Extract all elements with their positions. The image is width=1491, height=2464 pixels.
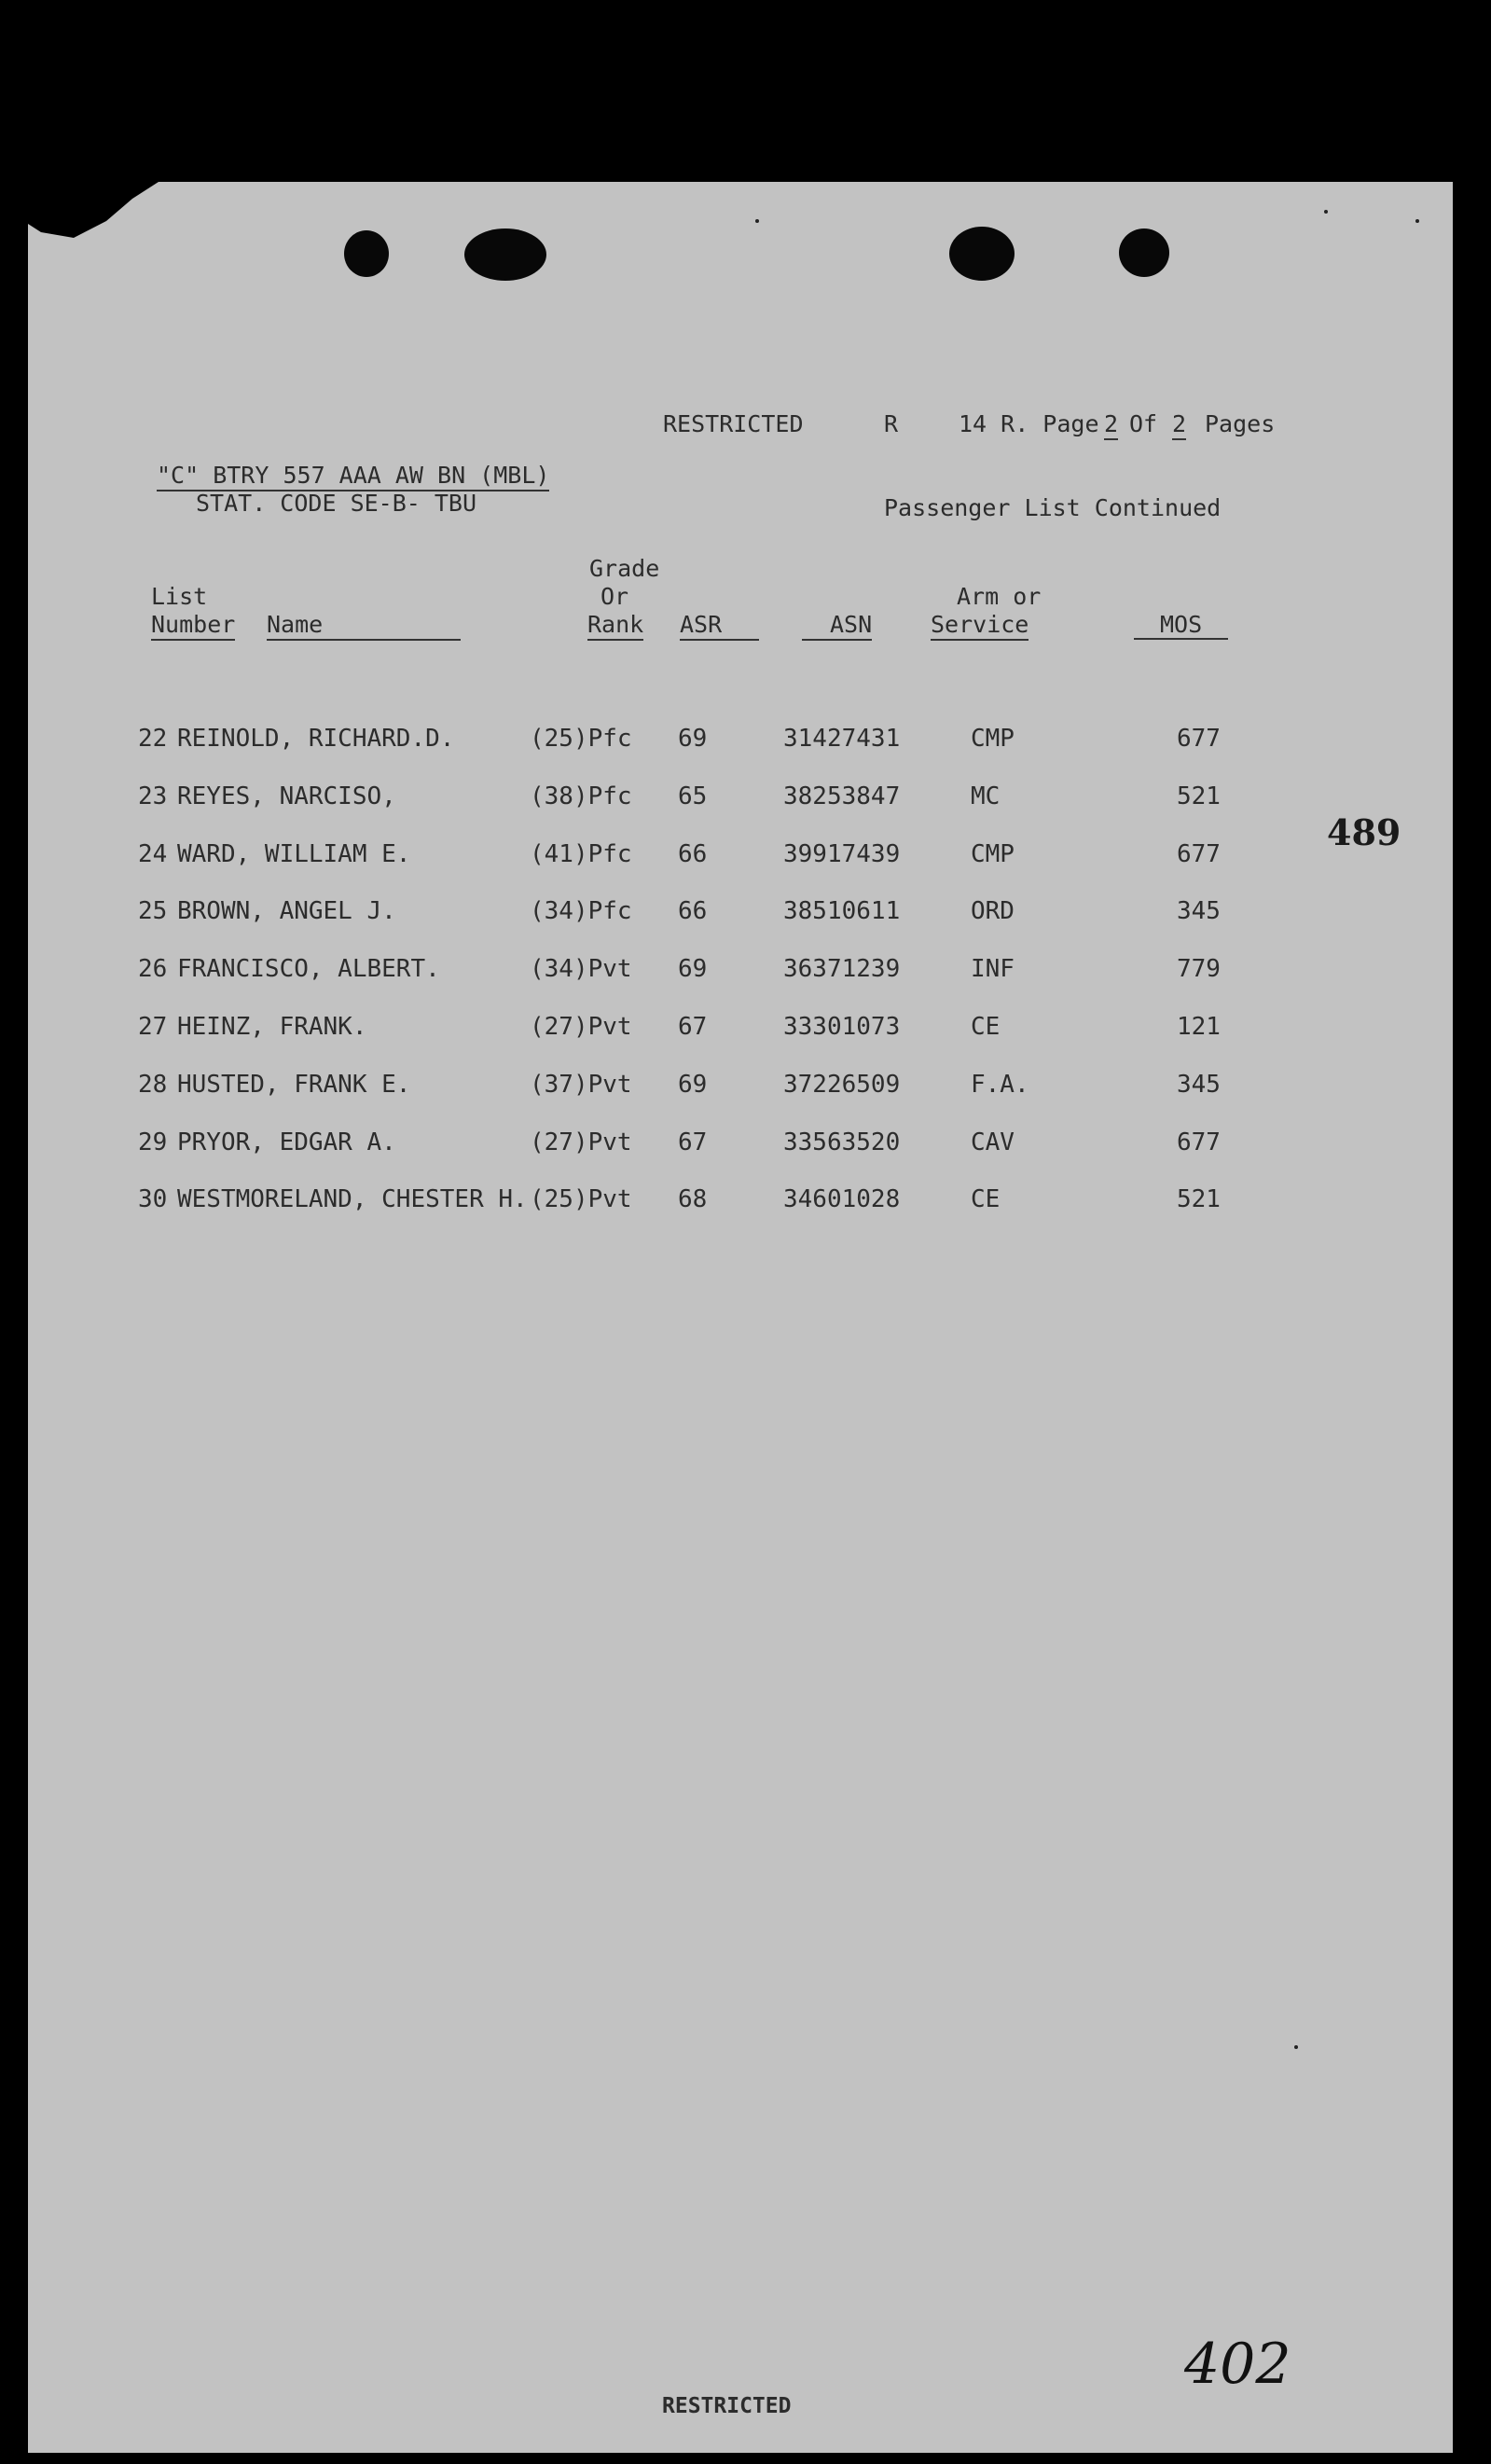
row-name: HEINZ, FRANK. bbox=[177, 1013, 367, 1041]
row-mos: 677 bbox=[1177, 840, 1221, 868]
table-row bbox=[28, 1128, 1453, 1166]
row-asr: 69 bbox=[678, 1071, 708, 1099]
header-page-total: 2 bbox=[1172, 410, 1186, 440]
row-grade: (34)Pvt bbox=[530, 955, 632, 983]
col-header-asn: ASN bbox=[802, 611, 872, 641]
punch-hole bbox=[949, 227, 1015, 281]
col-header-list: List bbox=[151, 583, 208, 610]
row-arm-service: MC bbox=[971, 782, 1001, 810]
row-list-number: 30 bbox=[138, 1185, 168, 1213]
row-mos: 521 bbox=[1177, 1185, 1221, 1213]
row-grade: (34)Pfc bbox=[530, 897, 632, 925]
list-subtitle: Passenger List Continued bbox=[884, 494, 1222, 521]
punch-hole bbox=[464, 228, 546, 281]
row-name: HUSTED, FRANK E. bbox=[177, 1071, 411, 1099]
torn-corner bbox=[28, 182, 159, 238]
col-header-number: Number bbox=[151, 611, 235, 641]
row-asr: 66 bbox=[678, 840, 708, 868]
row-arm-service: CE bbox=[971, 1185, 1001, 1213]
row-arm-service: CE bbox=[971, 1013, 1001, 1041]
row-name: PRYOR, EDGAR A. bbox=[177, 1128, 396, 1156]
row-name: WARD, WILLIAM E. bbox=[177, 840, 411, 868]
row-arm-service: ORD bbox=[971, 897, 1015, 925]
table-row bbox=[28, 955, 1453, 992]
row-asn: 36371239 bbox=[783, 955, 901, 983]
row-asr: 65 bbox=[678, 782, 708, 810]
header-of-word: Of bbox=[1129, 410, 1158, 437]
paper-speck bbox=[755, 219, 759, 223]
table-row bbox=[28, 725, 1453, 762]
document-page bbox=[28, 182, 1453, 2453]
header-ref-prefix: R bbox=[884, 410, 899, 437]
table-row bbox=[28, 897, 1453, 934]
row-mos: 521 bbox=[1177, 782, 1221, 810]
paper-speck bbox=[1324, 210, 1328, 214]
punch-hole bbox=[344, 230, 389, 277]
row-list-number: 23 bbox=[138, 782, 168, 810]
row-name: REINOLD, RICHARD.D. bbox=[177, 725, 455, 753]
header-page-number: 2 bbox=[1104, 410, 1118, 440]
row-grade: (37)Pvt bbox=[530, 1071, 632, 1099]
row-list-number: 27 bbox=[138, 1013, 168, 1041]
header-classification: RESTRICTED bbox=[663, 410, 804, 437]
row-asn: 34601028 bbox=[783, 1185, 901, 1213]
punch-hole bbox=[1119, 228, 1169, 277]
row-grade: (38)Pfc bbox=[530, 782, 632, 810]
table-row bbox=[28, 782, 1453, 820]
row-asr: 68 bbox=[678, 1185, 708, 1213]
col-header-or: Or bbox=[601, 583, 629, 610]
row-mos: 121 bbox=[1177, 1013, 1221, 1041]
header-pages-word: Pages bbox=[1205, 410, 1276, 437]
row-asn: 33301073 bbox=[783, 1013, 901, 1041]
row-grade: (27)Pvt bbox=[530, 1013, 632, 1041]
table-row bbox=[28, 1013, 1453, 1050]
row-asn: 38253847 bbox=[783, 782, 901, 810]
row-arm-service: CAV bbox=[971, 1128, 1015, 1156]
row-list-number: 26 bbox=[138, 955, 168, 983]
row-grade: (41)Pfc bbox=[530, 840, 632, 868]
row-asr: 67 bbox=[678, 1128, 708, 1156]
header-ref-suffix: 14 R. Page bbox=[959, 410, 1099, 437]
row-name: FRANCISCO, ALBERT. bbox=[177, 955, 440, 983]
row-asr: 67 bbox=[678, 1013, 708, 1041]
row-name: WESTMORELAND, CHESTER H. bbox=[177, 1185, 528, 1213]
row-arm-service: INF bbox=[971, 955, 1015, 983]
row-asr: 69 bbox=[678, 955, 708, 983]
row-mos: 677 bbox=[1177, 725, 1221, 753]
row-list-number: 25 bbox=[138, 897, 168, 925]
unit-designation: "C" BTRY 557 AAA AW BN (MBL) bbox=[157, 462, 549, 491]
row-grade: (25)Pfc bbox=[530, 725, 632, 753]
table-row bbox=[28, 1185, 1453, 1223]
row-arm-service: CMP bbox=[971, 840, 1015, 868]
row-asn: 33563520 bbox=[783, 1128, 901, 1156]
row-asr: 66 bbox=[678, 897, 708, 925]
row-asr: 69 bbox=[678, 725, 708, 753]
row-grade: (27)Pvt bbox=[530, 1128, 632, 1156]
row-mos: 345 bbox=[1177, 897, 1221, 925]
paper-speck bbox=[1415, 219, 1419, 223]
col-header-rank: Rank bbox=[587, 611, 643, 641]
row-mos: 345 bbox=[1177, 1071, 1221, 1099]
handwritten-number: 402 bbox=[1184, 2332, 1291, 2397]
footer-classification: RESTRICTED bbox=[662, 2394, 792, 2418]
station-code: STAT. CODE SE-B- TBU bbox=[196, 490, 477, 517]
col-header-arm: Arm or bbox=[957, 583, 1042, 610]
row-list-number: 24 bbox=[138, 840, 168, 868]
row-list-number: 29 bbox=[138, 1128, 168, 1156]
row-list-number: 28 bbox=[138, 1071, 168, 1099]
row-name: BROWN, ANGEL J. bbox=[177, 897, 396, 925]
row-mos: 779 bbox=[1177, 955, 1221, 983]
col-header-mos: MOS bbox=[1134, 611, 1228, 640]
row-arm-service: CMP bbox=[971, 725, 1015, 753]
row-asn: 39917439 bbox=[783, 840, 901, 868]
col-header-asr: ASR bbox=[680, 611, 759, 641]
row-arm-service: F.A. bbox=[971, 1071, 1029, 1099]
row-name: REYES, NARCISO, bbox=[177, 782, 396, 810]
table-row bbox=[28, 840, 1453, 878]
page-number-stamp: 489 bbox=[1327, 811, 1401, 853]
row-asn: 38510611 bbox=[783, 897, 901, 925]
row-asn: 37226509 bbox=[783, 1071, 901, 1099]
col-header-name: Name bbox=[267, 611, 461, 641]
paper-speck bbox=[1294, 2045, 1298, 2049]
row-asn: 31427431 bbox=[783, 725, 901, 753]
row-mos: 677 bbox=[1177, 1128, 1221, 1156]
row-list-number: 22 bbox=[138, 725, 168, 753]
col-header-grade: Grade bbox=[589, 555, 660, 582]
col-header-service: Service bbox=[931, 611, 1029, 641]
row-grade: (25)Pvt bbox=[530, 1185, 632, 1213]
table-row bbox=[28, 1071, 1453, 1108]
